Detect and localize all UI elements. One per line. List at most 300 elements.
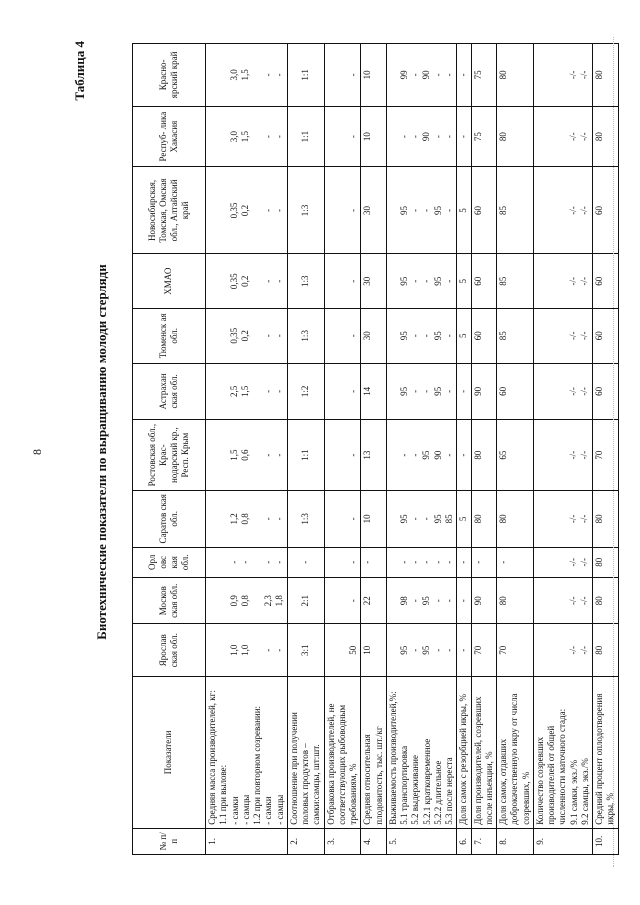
value-line <box>289 494 300 544</box>
value-line: 95 <box>398 205 409 215</box>
value-line <box>557 170 568 250</box>
value-line <box>326 257 337 305</box>
value-cell <box>497 44 534 107</box>
value-cell <box>471 624 497 677</box>
value-line: 95 <box>432 331 443 341</box>
indicator-label-line: Соотношение при получении <box>288 712 299 825</box>
table-row <box>386 44 457 855</box>
value-line <box>388 367 399 417</box>
value-line: - <box>443 648 454 652</box>
value-cell <box>206 309 288 364</box>
value-line: -/- <box>567 276 578 286</box>
value-line: 1:3 <box>299 513 310 525</box>
indicator-label-line: Средняя относительная <box>362 734 373 825</box>
value-line: 80 <box>472 514 483 524</box>
value-line: 95 <box>432 276 443 286</box>
value-line: - <box>458 135 469 139</box>
value-line <box>326 312 337 360</box>
value-line: -/- <box>579 558 589 567</box>
value-cell <box>533 624 592 677</box>
value-line: - <box>273 334 284 338</box>
value-line: 90 <box>472 386 483 396</box>
value-line: - <box>421 279 432 283</box>
value-line: 1:1 <box>299 130 310 143</box>
value-cell <box>287 44 324 107</box>
value-line: 5 <box>458 278 469 284</box>
value-line <box>388 581 399 621</box>
value-cell <box>324 577 361 624</box>
value-cell <box>471 106 497 167</box>
value-line: 75 <box>472 70 483 80</box>
value-cell <box>386 624 457 677</box>
value-line <box>252 257 263 305</box>
value-line: - <box>421 517 432 521</box>
value-line <box>557 551 568 574</box>
value-cell <box>287 420 324 491</box>
value-line: -/- <box>567 387 578 396</box>
value-line <box>337 627 348 673</box>
value-line: 0,9 <box>229 595 239 607</box>
indicator-label-line: Доля самок с резорбцией икры, % <box>458 694 469 825</box>
value-cell <box>593 106 619 167</box>
value-cell <box>386 547 457 577</box>
indicator-label-line: - самки <box>229 796 240 825</box>
value-cell <box>324 44 361 107</box>
value-line: - <box>262 560 273 564</box>
value-line <box>557 423 568 487</box>
value-line: - <box>410 453 420 457</box>
value-line: - <box>398 135 409 139</box>
value-line: 85 <box>443 514 454 524</box>
row-number: 4. <box>361 828 387 854</box>
value-line <box>218 367 229 417</box>
value-line: 1,5 <box>240 69 251 81</box>
value-cell <box>497 254 534 309</box>
value-line <box>289 627 300 673</box>
value-line: 90 <box>421 132 432 142</box>
value-cell <box>287 577 324 624</box>
value-line <box>337 367 348 417</box>
value-line <box>388 170 399 250</box>
value-line <box>289 423 300 487</box>
value-line: - <box>443 208 454 212</box>
indicator-label-line: 5.2 выдерживание <box>410 755 421 825</box>
value-line: -/- <box>579 276 589 286</box>
value-line: 2,5 <box>229 385 239 398</box>
value-line: 70 <box>472 645 483 655</box>
value-line: 2,3 <box>262 595 273 607</box>
value-line <box>289 551 300 574</box>
value-cell <box>361 624 387 677</box>
indicator-label-line: самки:самцы, шт:шт. <box>311 744 322 825</box>
value-line: 60 <box>472 205 483 215</box>
indicator-label-line: - самцы <box>274 794 285 825</box>
value-line <box>388 47 399 103</box>
value-cell <box>324 420 361 491</box>
indicator-label-line: Средняя масса производителей, кг: <box>207 690 217 825</box>
value-cell <box>361 547 387 577</box>
value-cell <box>533 420 592 491</box>
value-line: 1:1 <box>299 449 310 461</box>
value-line: 0,2 <box>240 275 251 287</box>
value-cell <box>457 491 471 548</box>
value-cell <box>206 254 288 309</box>
value-cell <box>386 491 457 548</box>
value-line: 10 <box>362 70 373 80</box>
value-cell <box>324 363 361 420</box>
value-line <box>388 627 399 673</box>
value-line <box>535 423 546 487</box>
value-line: - <box>443 453 454 457</box>
indicator-label <box>471 677 497 829</box>
table-body <box>206 44 619 855</box>
value-cell <box>457 106 471 167</box>
value-cell <box>593 547 619 577</box>
value-line <box>535 581 546 621</box>
value-line: - <box>410 389 420 393</box>
value-line: 99 <box>398 70 409 80</box>
value-line: 0,35 <box>229 273 239 290</box>
value-line: 95 <box>421 645 432 655</box>
value-cell <box>361 44 387 107</box>
footer-divider <box>613 37 614 867</box>
value-cell <box>206 167 288 254</box>
value-cell <box>386 44 457 107</box>
value-line: 3:1 <box>299 644 310 657</box>
value-cell <box>206 363 288 420</box>
value-line: - <box>458 648 469 652</box>
value-line: 95 <box>398 386 409 396</box>
value-line: 60 <box>472 331 483 341</box>
value-line <box>546 627 557 673</box>
value-cell <box>386 167 457 254</box>
value-cell <box>324 254 361 309</box>
indicator-label-line: Средний процент оплодотворения <box>594 693 604 825</box>
value-cell <box>206 491 288 548</box>
row-number: 10. <box>593 828 619 854</box>
value-cell <box>386 309 457 364</box>
indicator-label-line: 9.2 самцы, экз./% <box>579 758 590 825</box>
value-cell <box>361 106 387 167</box>
value-cell <box>457 309 471 364</box>
column-header: Ростовская обл., Крас- нодарский кр., Респ. Крым <box>133 420 206 491</box>
row-number: 5. <box>386 828 457 854</box>
value-line: - <box>347 517 358 521</box>
value-line <box>207 551 218 574</box>
value-line: 0,35 <box>229 327 239 344</box>
row-number: 3. <box>324 828 361 854</box>
value-line: 30 <box>362 276 373 286</box>
value-line: 1:2 <box>299 385 310 398</box>
indicator-label <box>593 677 619 829</box>
value-cell <box>324 491 361 548</box>
value-line: 95 <box>421 450 432 460</box>
value-line <box>535 367 546 417</box>
value-line: -/- <box>579 206 589 215</box>
value-cell <box>471 44 497 107</box>
value-cell <box>457 363 471 420</box>
value-cell <box>457 167 471 254</box>
value-line: 70 <box>498 645 508 655</box>
page-number: 8 <box>30 449 44 455</box>
value-line <box>289 367 300 417</box>
indicator-label-line: 5.1 транспортировка <box>399 745 409 825</box>
value-cell <box>457 624 471 677</box>
value-cell <box>593 254 619 309</box>
value-cell <box>361 491 387 548</box>
value-line: - <box>262 453 273 457</box>
value-line: - <box>273 648 284 652</box>
value-cell <box>533 167 592 254</box>
value-line: -/- <box>579 387 589 396</box>
value-line: 95 <box>432 205 443 215</box>
value-line <box>289 170 300 250</box>
value-cell <box>386 254 457 309</box>
value-line <box>557 312 568 360</box>
value-line <box>557 257 568 305</box>
value-line: - <box>458 599 469 603</box>
value-cell <box>386 106 457 167</box>
indicator-label <box>533 677 592 829</box>
value-line: - <box>262 389 273 393</box>
value-line: 3,0 <box>229 69 239 81</box>
value-line <box>252 627 263 673</box>
value-cell <box>497 106 534 167</box>
indicator-label-line: - самцы <box>240 794 251 825</box>
value-line: - <box>262 334 273 338</box>
value-cell <box>287 167 324 254</box>
value-line: -/- <box>579 450 589 460</box>
value-line: - <box>410 560 420 564</box>
value-line <box>252 170 263 250</box>
value-line <box>326 110 337 164</box>
value-cell <box>324 309 361 364</box>
column-header: Тюменск ая обл. <box>133 309 206 364</box>
value-line <box>252 581 263 621</box>
value-line: 80 <box>594 514 604 524</box>
value-line: - <box>410 648 420 652</box>
value-line <box>388 551 399 574</box>
value-line <box>252 423 263 487</box>
value-line <box>557 494 568 544</box>
value-line: - <box>421 334 432 338</box>
value-cell <box>497 577 534 624</box>
row-number: 8. <box>497 828 534 854</box>
table-row <box>206 44 288 855</box>
value-line: - <box>347 279 358 283</box>
value-line: - <box>273 453 284 457</box>
value-line <box>337 494 348 544</box>
value-line <box>326 627 337 673</box>
value-cell <box>497 167 534 254</box>
value-line: -/- <box>579 132 589 141</box>
value-line <box>207 494 218 544</box>
value-line: 1,0 <box>240 644 251 656</box>
value-cell <box>593 309 619 364</box>
indicator-label-line: требованиям, % <box>348 763 358 825</box>
value-line: 65 <box>498 450 508 460</box>
value-line <box>337 47 348 103</box>
value-line: 90 <box>432 450 443 460</box>
value-line: 0,2 <box>240 330 251 342</box>
value-line: 60 <box>498 386 508 396</box>
value-line: 85 <box>498 276 508 286</box>
indicator-label-line: Выживаемость производителей,%: <box>387 691 398 825</box>
value-line <box>337 257 348 305</box>
value-line: - <box>347 334 358 338</box>
value-line: - <box>273 73 284 77</box>
value-line: - <box>498 560 508 564</box>
value-line <box>289 257 300 305</box>
value-line: - <box>347 560 358 564</box>
value-line: 1,5 <box>229 449 239 461</box>
value-line <box>326 494 337 544</box>
indicator-label-line: Отбраковка производителей, не <box>325 703 336 825</box>
indicator-label-line: численности маточного стада: <box>557 708 568 825</box>
value-line: - <box>432 73 443 77</box>
value-line: 85 <box>498 331 508 341</box>
value-cell <box>533 491 592 548</box>
value-line: 80 <box>594 70 604 80</box>
value-line: - <box>273 560 284 564</box>
table-row <box>533 44 592 855</box>
value-line: -/- <box>579 514 589 524</box>
value-cell <box>471 577 497 624</box>
value-line <box>207 581 218 621</box>
value-cell <box>206 577 288 624</box>
value-line: - <box>443 599 454 603</box>
value-line <box>207 312 218 360</box>
value-cell <box>287 363 324 420</box>
value-line: - <box>347 453 358 457</box>
value-cell <box>287 491 324 548</box>
value-line <box>546 110 557 164</box>
table-row <box>497 44 534 855</box>
value-line: 1,0 <box>229 644 239 656</box>
value-line: - <box>347 208 358 212</box>
indicator-label-line: производителей от общей <box>546 725 556 825</box>
value-line <box>535 47 546 103</box>
table-row <box>593 44 619 855</box>
value-line: 1,2 <box>229 513 239 525</box>
value-line <box>289 581 300 621</box>
value-line: - <box>443 135 454 139</box>
value-line: 95 <box>398 331 409 341</box>
value-cell <box>497 309 534 364</box>
value-cell <box>533 577 592 624</box>
value-cell <box>533 547 592 577</box>
indicator-label-line: 5.2.2 длительное <box>432 760 443 825</box>
value-cell <box>471 254 497 309</box>
value-line: -/- <box>567 206 578 215</box>
value-line: - <box>458 389 469 393</box>
column-header: Ярослав ская обл. <box>133 624 206 677</box>
table-row <box>471 44 497 855</box>
value-line <box>337 581 348 621</box>
value-line: 1:1 <box>299 69 310 81</box>
value-line <box>218 581 229 621</box>
value-line <box>535 110 546 164</box>
value-line <box>207 170 218 250</box>
value-line: 60 <box>472 276 483 286</box>
value-cell <box>386 363 457 420</box>
value-line: 95 <box>398 276 409 286</box>
value-line: -/- <box>567 450 578 460</box>
value-line <box>337 423 348 487</box>
value-line <box>546 367 557 417</box>
value-line <box>546 551 557 574</box>
value-line <box>289 110 300 164</box>
value-line: 95 <box>432 386 443 396</box>
value-line <box>388 312 399 360</box>
value-cell <box>533 254 592 309</box>
value-line: 80 <box>498 70 508 80</box>
value-cell <box>287 309 324 364</box>
value-line: 70 <box>594 450 604 460</box>
value-cell <box>206 624 288 677</box>
value-line <box>546 423 557 487</box>
value-line: -/- <box>567 596 578 605</box>
value-line: - <box>347 73 358 77</box>
indicator-label <box>497 677 534 829</box>
value-line <box>546 494 557 544</box>
value-line: - <box>299 560 310 564</box>
value-line <box>388 257 399 305</box>
value-line: - <box>443 279 454 283</box>
value-line <box>535 551 546 574</box>
column-header: Москов ская обл. <box>133 577 206 624</box>
row-number: 9. <box>533 828 592 854</box>
value-line <box>535 257 546 305</box>
value-line: -/- <box>579 596 589 605</box>
value-line: 0,8 <box>240 595 251 607</box>
value-line: 1,5 <box>240 131 251 143</box>
value-line: 1:3 <box>299 204 310 217</box>
value-cell <box>287 254 324 309</box>
table-row <box>457 44 471 855</box>
value-line: 0,6 <box>240 449 251 461</box>
value-line: - <box>443 389 454 393</box>
value-line: - <box>458 73 469 77</box>
value-line: 5 <box>458 333 469 339</box>
indicator-label <box>324 677 361 829</box>
value-line: - <box>472 560 483 564</box>
value-line: 75 <box>472 132 483 142</box>
value-line <box>326 47 337 103</box>
value-line: - <box>410 73 420 77</box>
value-line: 80 <box>498 514 508 524</box>
indicator-label-line: созревших, % <box>520 771 531 825</box>
row-number: 6. <box>457 828 471 854</box>
value-cell <box>593 167 619 254</box>
value-line: 80 <box>594 132 604 142</box>
indicator-label <box>361 677 387 829</box>
value-cell <box>287 547 324 577</box>
value-line <box>207 367 218 417</box>
value-line: 60 <box>594 386 604 396</box>
value-line: - <box>273 389 284 393</box>
value-line: - <box>262 135 273 139</box>
value-line <box>252 110 263 164</box>
value-line <box>557 47 568 103</box>
value-line: 2:1 <box>299 594 310 607</box>
value-cell <box>497 624 534 677</box>
value-line <box>535 627 546 673</box>
row-number: 7. <box>471 828 497 854</box>
value-line: -/- <box>579 646 589 655</box>
value-line: 3,0 <box>229 131 239 143</box>
biotech-indicators-table <box>132 43 619 855</box>
